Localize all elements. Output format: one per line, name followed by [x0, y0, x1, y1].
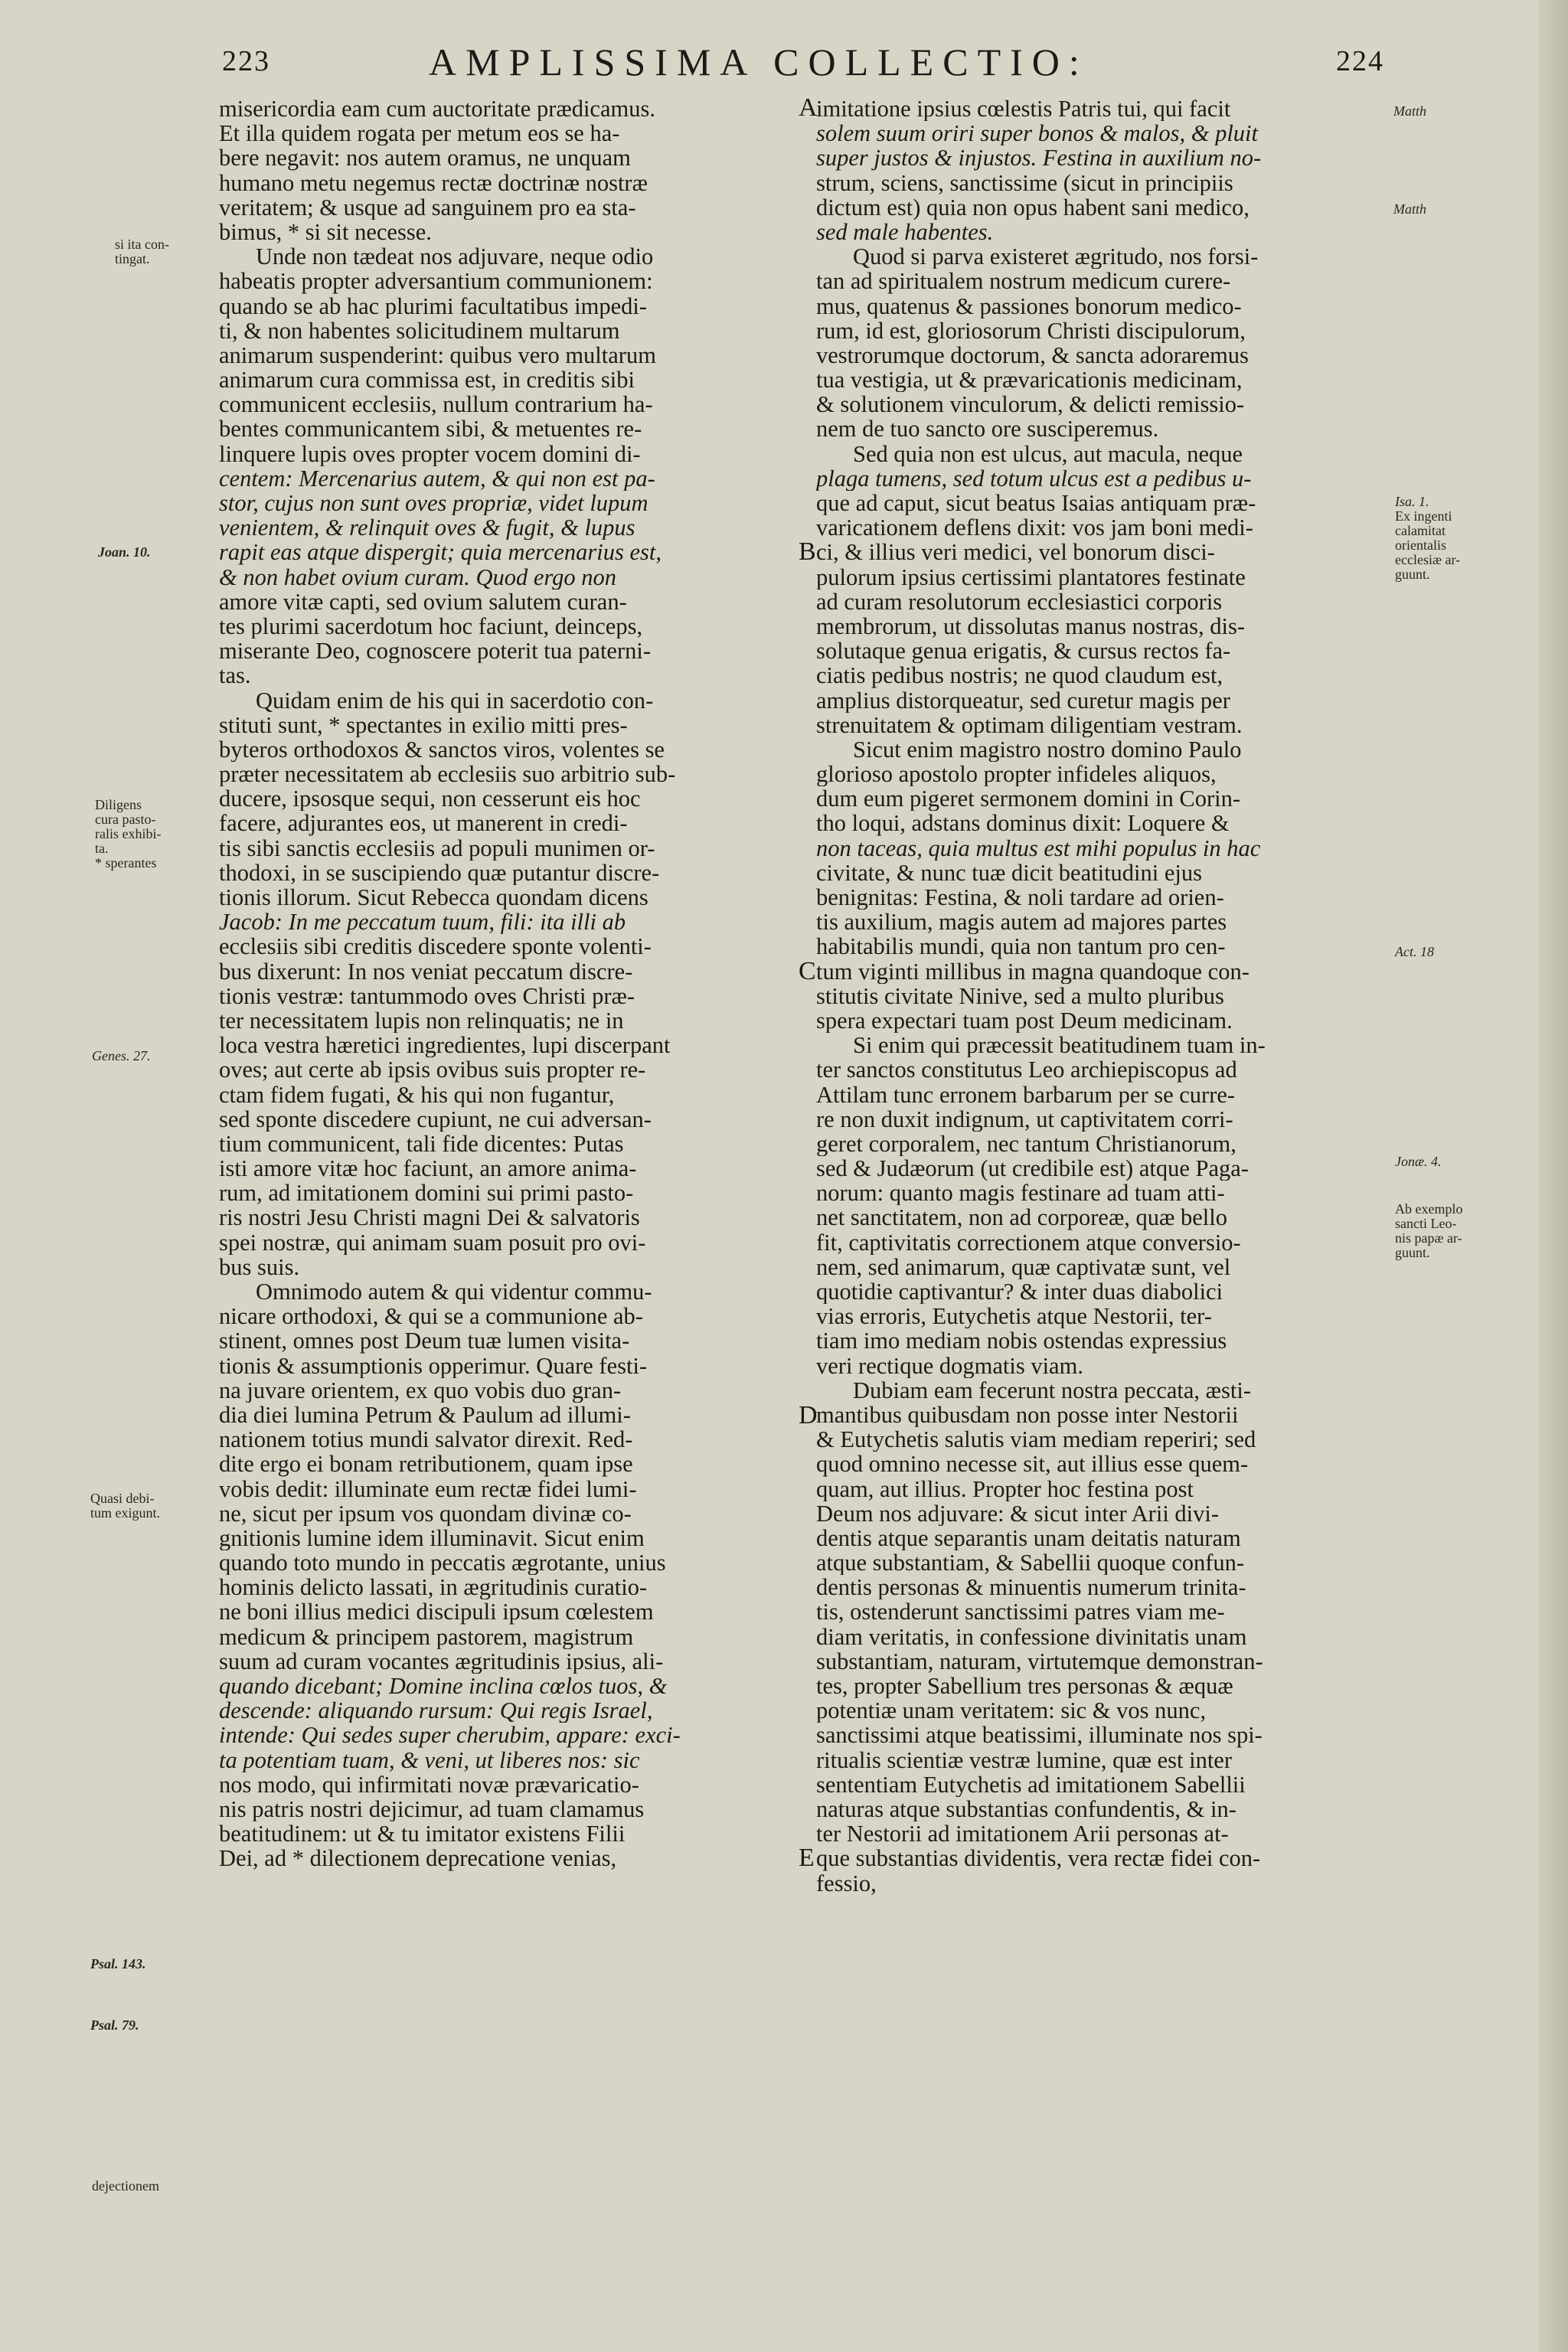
text-line: dentis personas & minuentis numerum trinita-	[816, 1575, 1246, 1600]
margin-note-ab-exemplo: Ab exemplo sancti Leo- nis papæ ar- guunt.	[1395, 1201, 1463, 1260]
text-line: norum: quanto magis festinare ad tuam atti-	[816, 1181, 1225, 1206]
text-line: non taceas, quia multus est mihi populus in hac	[816, 835, 1261, 861]
text-line: Et illa quidem rogata per metum eos se ha-	[219, 121, 620, 146]
text-line: Unde non tædeat nos adjuvare, neque odio	[256, 244, 654, 270]
text-line: solem suum oriri super bonos & malos, & pluit	[816, 121, 1258, 146]
text-line: descende: aliquando rursum: Qui regis Israel,	[219, 1698, 653, 1723]
text-line: tas.	[219, 663, 251, 688]
text-line: solutaque genua erigatis, & cursus rectos fa-	[816, 639, 1231, 664]
text-line: dictum est) quia non opus habent sani medico,	[816, 194, 1250, 220]
text-line: strum, sciens, sanctissime (sicut in principiis	[816, 170, 1233, 195]
text-line: hominis delicto lassati, in ægritudinis curatio-	[219, 1575, 648, 1600]
page-number-left: 223	[222, 45, 270, 77]
text-line: linquere lupis oves propter vocem domini di-	[219, 441, 641, 466]
text-line: ciatis pedibus nostris; ne quod claudum est,	[816, 663, 1223, 688]
text-line: nem de tuo sancto ore susciperemus.	[816, 416, 1159, 442]
text-line: rapit eas atque dispergit; quia mercenarius est,	[219, 540, 662, 565]
text-line: bus suis.	[219, 1254, 300, 1279]
text-line: tes plurimi sacerdotum hoc faciunt, deinceps,	[219, 613, 643, 639]
text-line: Deum nos adjuvare: & sicut inter Arii divi-	[816, 1501, 1220, 1526]
text-line: que substantias dividentis, vera rectæ fidei con-	[816, 1846, 1261, 1871]
text-line: benignitas: Festina, & noli tardare ad orien-	[816, 885, 1224, 910]
text-line: bus dixerunt: In nos veniat peccatum discre-	[219, 959, 633, 984]
text-line: ritualis scientiæ vestræ lumine, quæ est inter	[816, 1747, 1232, 1772]
text-line: tua vestigia, ut & prævaricationis medicinam,	[816, 368, 1243, 393]
text-line: bere negavit: nos autem oramus, ne unquam	[219, 145, 631, 171]
text-line: spei nostræ, qui animam suam posuit pro ovi-	[219, 1230, 646, 1255]
text-line: Quidam enim de his qui in sacerdotio con-	[256, 688, 654, 713]
text-line: tionis & assumptionis opperimur. Quare festi-	[219, 1353, 648, 1378]
text-line: glorioso apostolo propter infideles aliquos,	[816, 762, 1217, 787]
text-line: & solutionem vinculorum, & delicti remissio-	[816, 392, 1245, 417]
margin-note-si-ita: si ita con- tingat.	[115, 237, 169, 266]
text-line: quam, aut illius. Propter hoc festina post	[816, 1476, 1194, 1501]
text-line: geret corporalem, nec tantum Christianorum,	[816, 1131, 1236, 1157]
text-line: animarum suspenderint: quibus vero multarum	[219, 342, 656, 368]
text-line: ter necessitatem lupis non relinquatis; ne in	[219, 1008, 624, 1034]
text-line: ter sanctos constitutus Leo archiepiscopus ad	[816, 1057, 1237, 1083]
margin-note-joan: Joan. 10.	[98, 544, 151, 560]
section-letter-b: B	[799, 537, 816, 566]
section-letter-a: A	[799, 93, 818, 122]
text-line: miserante Deo, cognoscere poterit tua paterni-	[219, 639, 652, 664]
text-line: misericordia eam cum auctoritate prædicamus.	[219, 96, 655, 122]
text-line: ecclesiis sibi creditis discedere sponte volenti-	[219, 934, 652, 959]
text-line: ta potentiam tuam, & veni, ut liberes nos: sic	[219, 1747, 640, 1772]
text-line: Omnimodo autem & qui videntur commu-	[256, 1279, 652, 1305]
text-line: quotidie captivantur? & inter duas diabolici	[816, 1279, 1223, 1305]
text-line: oves; aut certe ab ipsis ovibus suis propter re-	[219, 1057, 646, 1083]
margin-note-dejectionem: dejectionem	[92, 2178, 159, 2194]
page-header	[0, 40, 1568, 86]
text-line: tum viginti millibus in magna quandoque con-	[816, 959, 1250, 984]
margin-note-genes: Genes. 27.	[92, 1048, 151, 1063]
text-line: Dubiam eam fecerunt nostra peccata, æsti-	[853, 1377, 1251, 1403]
text-line: suum ad curam vocantes ægritudinis ipsius, ali-	[219, 1648, 664, 1674]
text-line: Quod si parva existeret ægritudo, nos forsi-	[853, 244, 1259, 270]
text-line: vobis dedit: illuminate eum rectæ fidei lumi-	[219, 1476, 637, 1501]
text-line: sed & Judæorum (ut credibile est) atque Paga-	[816, 1156, 1249, 1181]
text-line: fit, captivitatis correctionem atque conversio-	[816, 1230, 1241, 1255]
text-line: tan ad spiritualem nostrum medicum curere-	[816, 269, 1231, 294]
text-line: sanctissimi atque beatissimi, illuminate nos spi-	[816, 1723, 1263, 1748]
text-line: mus, quatenus & passiones bonorum medico-	[816, 293, 1242, 318]
left-text-column	[219, 96, 802, 1871]
text-line: tionis illorum. Sicut Rebecca quondam dicens	[219, 885, 648, 910]
text-line: re non duxit indignum, ut captivitatem corri-	[816, 1106, 1233, 1132]
page-number-right: 224	[1336, 45, 1384, 77]
running-title: AMPLISSIMA COLLECTIO:	[429, 41, 1089, 83]
text-line: tionis vestræ: tantummodo oves Christi præ-	[219, 983, 635, 1008]
margin-note-psal-79: Psal. 79.	[90, 2017, 139, 2033]
text-line: tis auxilium, magis autem ad majores partes	[816, 910, 1227, 935]
text-line: tes, propter Sabellium tres personas & æquæ	[816, 1674, 1233, 1699]
text-line: Dei, ad * dilectionem deprecatione venias,	[219, 1846, 617, 1871]
text-line: vestrorumque doctorum, & sancta adoraremus	[816, 342, 1249, 368]
right-text-column	[816, 96, 1400, 1896]
text-line: Si enim qui præcessit beatitudinem tuam in-	[853, 1033, 1266, 1058]
text-line: dum eum pigeret sermonem domini in Corin-	[816, 786, 1240, 812]
text-line: bimus, * si sit necesse.	[219, 219, 432, 245]
text-line: dite ergo ei bonam retributionem, quam ipse	[219, 1452, 633, 1477]
text-line: ci, & illius veri medici, vel bonorum disci-	[816, 540, 1215, 565]
text-line: sed male habentes.	[816, 219, 994, 245]
text-line: amore vitæ capti, sed ovium salutem curan-	[219, 589, 627, 614]
text-line: na juvare orientem, ex quo vobis duo gran-	[219, 1377, 622, 1403]
text-line: stinent, omnes post Deum tuæ lumen visita-	[219, 1328, 630, 1354]
text-line: beatitudinem: ut & tu imitator existens Filii	[219, 1821, 626, 1847]
text-line: loca vestra hæretici ingredientes, lupi discerpant	[219, 1033, 671, 1058]
text-line: centem: Mercenarius autem, & qui non est pa-	[219, 466, 655, 491]
text-line: Sed quia non est ulcus, aut macula, neque	[853, 441, 1243, 466]
text-line: bentes communicantem sibi, & metuentes re-	[219, 416, 642, 442]
text-line: super justos & injustos. Festina in auxilium no-	[816, 145, 1262, 171]
text-line: ctam fidem fugati, & his qui non fugantur,	[219, 1082, 615, 1107]
margin-note-quasi: Quasi debi- tum exigunt.	[90, 1491, 160, 1521]
text-line: Jacob: In me peccatum tuum, fili: ita illi ab	[219, 910, 626, 935]
text-line: Sicut enim magistro nostro domino Paulo	[853, 737, 1242, 763]
text-line: ne boni illius medici discipuli ipsum cœlestem	[219, 1599, 654, 1625]
margin-note-diligens: Diligens cura pasto- ralis exhibi- ta. * sperantes	[95, 797, 162, 871]
text-line: thodoxi, in se suscipiendo quæ putantur discre-	[219, 860, 660, 885]
text-line: quod omnino necesse sit, aut illius esse quem-	[816, 1452, 1249, 1477]
text-line: byteros orthodoxos & sanctos viros, volentes se	[219, 737, 665, 763]
text-line: rum, ad imitationem domini sui primi pasto-	[219, 1181, 634, 1206]
section-letter-c: C	[799, 957, 816, 985]
text-line: stitutis civitate Ninive, sed a multo pluribus	[816, 983, 1224, 1008]
text-line: net sanctitatem, non ad corporeæ, quæ bello	[816, 1205, 1227, 1230]
text-line: que ad caput, sicut beatus Isaias antiquam præ-	[816, 491, 1256, 516]
margin-note-isa: Isa. 1. Ex ingenti calamitat orientalis ecclesiæ ar- guunt.	[1395, 494, 1461, 582]
text-line: spera expectari tuam post Deum medicinam.	[816, 1008, 1233, 1034]
text-line: fessio,	[816, 1870, 877, 1896]
text-line: substantiam, naturam, virtutemque demonstran-	[816, 1648, 1263, 1674]
text-line: plaga tumens, sed totum ulcus est a pedibus u-	[816, 466, 1252, 491]
section-letter-d: D	[799, 1401, 818, 1429]
text-line: ad curam resolutorum ecclesiastici corporis	[816, 589, 1223, 614]
page-fold-edge	[1539, 0, 1568, 2352]
text-line: stor, cujus non sunt oves propriæ, videt lupum	[219, 491, 648, 516]
text-line: venientem, & relinquit oves & fugit, & lupus	[219, 515, 635, 541]
text-line: gnitionis lumine idem illuminavit. Sicut enim	[219, 1525, 645, 1551]
text-line: ti, & non habentes solicitudinem multarum	[219, 318, 620, 343]
text-line: facere, adjurantes eos, ut manerent in credi-	[219, 811, 628, 836]
text-line: intende: Qui sedes super cherubim, appare: exci-	[219, 1723, 681, 1748]
text-line: rum, id est, gloriosorum Christi discipulorum,	[816, 318, 1246, 343]
text-line: tis sibi sanctis ecclesiis ad populi munimen or-	[219, 835, 655, 861]
text-line: nis patris nostri dejicimur, ad tuam clamamus	[219, 1796, 645, 1822]
text-line: dentis atque separantis unam deitatis naturam	[816, 1525, 1241, 1551]
text-line: nicare orthodoxi, & qui se a communione ab-	[219, 1304, 643, 1329]
text-line: vias erroris, Eutychetis atque Nestorii, ter-	[816, 1304, 1212, 1329]
text-line: medicum & principem pastorem, magistrum	[219, 1624, 634, 1649]
text-line: naturas atque substantias confundentis, & in-	[816, 1796, 1236, 1822]
text-line: ne, sicut per ipsum vos quondam divinæ co-	[219, 1501, 632, 1526]
text-line: isti amore vitæ hoc faciunt, an amore anima-	[219, 1156, 637, 1181]
text-line: quando dicebant; Domine inclina cœlos tuos, &	[219, 1674, 668, 1699]
text-line: tho loqui, adstans dominus dixit: Loquere &	[816, 811, 1230, 836]
margin-note-matth-1: Matth	[1393, 103, 1426, 119]
text-line: strenuitatem & optimam diligentiam vestram.	[816, 712, 1243, 737]
text-line: ducere, ipsosque sequi, non cesserunt eis hoc	[219, 786, 641, 812]
text-line: nationem totius mundi salvator direxit. Red-	[219, 1427, 633, 1452]
text-line: nem, sed animarum, quæ captivatæ sunt, vel	[816, 1254, 1231, 1279]
text-line: habitabilis mundi, quia non tantum pro cen-	[816, 934, 1226, 959]
margin-note-jonae: Jonæ. 4.	[1395, 1154, 1442, 1169]
text-line: mantibus quibusdam non posse inter Nestorii	[816, 1402, 1239, 1428]
text-line: nos modo, qui infirmitati novæ prævaricatio-	[219, 1772, 639, 1797]
text-line: diam veritatis, in confessione divinitatis unam	[816, 1624, 1247, 1649]
section-letter-e: E	[799, 1844, 815, 1872]
text-line: amplius distorqueatur, sed curetur magis per	[816, 688, 1230, 713]
margin-note-matth-2: Matth	[1393, 201, 1426, 217]
text-line: quando toto mundo in peccatis ægrotante, unius	[219, 1550, 666, 1576]
text-line: Attilam tunc erronem barbarum per se curre-	[816, 1082, 1236, 1107]
text-line: ris nostri Jesu Christi magni Dei & salvatoris	[219, 1205, 640, 1230]
text-line: communicent ecclesiis, nullum contrarium ha-	[219, 392, 653, 417]
text-line: tiam imo mediam nobis ostendas expressius	[816, 1328, 1227, 1354]
text-line: præter necessitatem ab ecclesiis suo arbitrio sub-	[219, 762, 676, 787]
margin-note-psal-143: Psal. 143.	[90, 1956, 146, 1971]
text-line: & non habet ovium curam. Quod ergo non	[219, 564, 617, 590]
text-line: tis, ostenderunt sanctissimi patres viam me-	[816, 1599, 1225, 1625]
text-line: imitatione ipsius cœlestis Patris tui, qui facit	[816, 96, 1231, 122]
text-line: stituti sunt, * spectantes in exilio mitti pres-	[219, 712, 628, 737]
text-line: civitate, & nunc tuæ dicit beatitudini ejus	[816, 860, 1202, 885]
text-line: habeatis propter adversantium communionem:	[219, 269, 653, 294]
text-line: potentiæ unam veritatem: sic & vos nunc,	[816, 1698, 1207, 1723]
text-line: veritatem; & usque ad sanguinem pro ea sta-	[219, 194, 636, 220]
text-line: tium communicent, tali fide dicentes: Putas	[219, 1131, 624, 1157]
text-line: ter Nestorii ad imitationem Arii personas at-	[816, 1821, 1229, 1847]
text-line: sententiam Eutychetis ad imitationem Sabellii	[816, 1772, 1246, 1797]
text-line: humano metu negemus rectæ doctrinæ nostræ	[219, 170, 648, 195]
text-line: animarum cura commissa est, in creditis sibi	[219, 368, 635, 393]
margin-note-act: Act. 18	[1395, 944, 1434, 959]
text-line: membrorum, ut dissolutas manus nostras, dis-	[816, 613, 1245, 639]
text-line: quando se ab hac plurimi facultatibus impedi-	[219, 293, 648, 318]
text-line: varicationem deflens dixit: vos jam boni medi-	[816, 515, 1253, 541]
text-line: dia diei lumina Petrum & Paulum ad illumi-	[219, 1402, 631, 1428]
text-line: pulorum ipsius certissimi plantatores festinate	[816, 564, 1246, 590]
text-line: atque substantiam, & Sabellii quoque confun-	[816, 1550, 1245, 1576]
text-line: & Eutychetis salutis viam mediam reperiri; sed	[816, 1427, 1256, 1452]
text-line: veri rectique dogmatis viam.	[816, 1353, 1083, 1378]
text-line: sed sponte discedere cupiunt, ne cui adversan-	[219, 1106, 652, 1132]
